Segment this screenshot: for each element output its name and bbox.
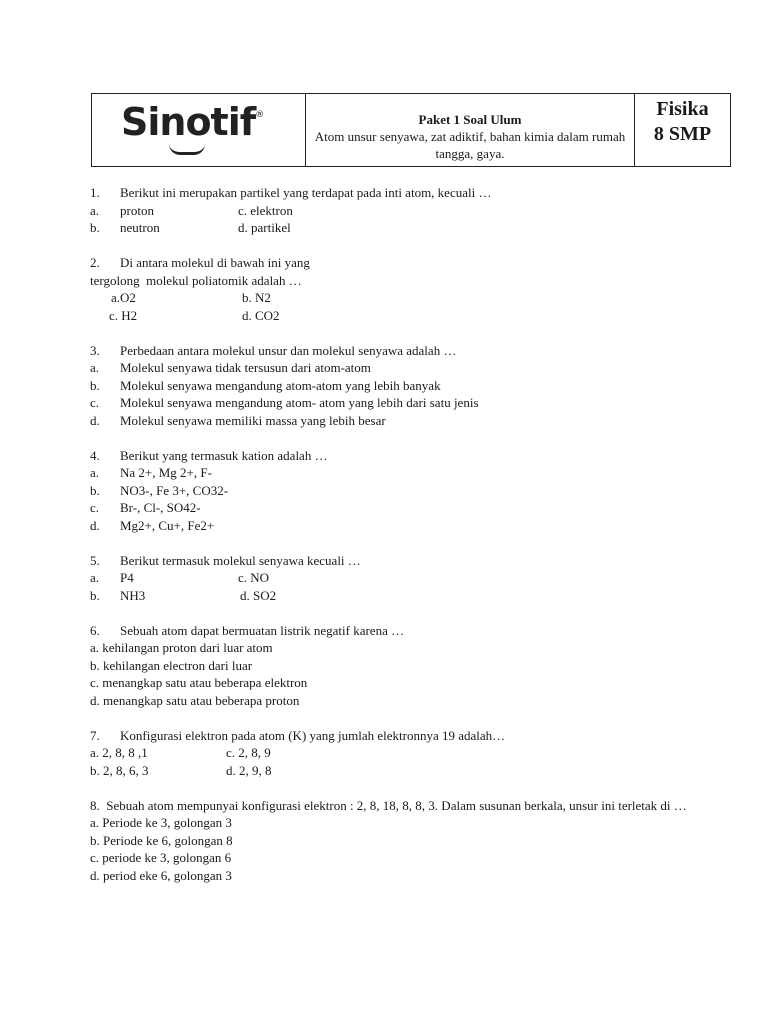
- option-row: c. menangkap satu atau beberapa elektron: [90, 675, 308, 690]
- option-row: b. 2, 8, 6, 3 d. 2, 9, 8: [90, 762, 272, 778]
- option-row: a. P4 c. NO: [90, 570, 270, 585]
- option-row: b. NH3 d. SO2: [90, 587, 277, 603]
- logo-swoosh-icon: [169, 144, 205, 155]
- option-row: d. Molekul senyawa memiliki massa yang lebih besar: [90, 412, 386, 428]
- question-text-continued: tergolong molekul poliatomik adalah …: [90, 272, 302, 288]
- title-cell: [306, 94, 635, 166]
- subject-cell: [635, 94, 730, 166]
- question-3: [90, 342, 730, 430]
- question-2: [90, 254, 730, 324]
- question-text: 6. Sebuah atom dapat bermuatan listrik negatif karena …: [90, 622, 405, 638]
- option-row: d. period eke 6, golongan 3: [90, 867, 232, 883]
- question-text: 8. Sebuah atom mempunyai konfigurasi elektron : 2, 8, 18, 8, 8, 3. Dalam susunan berkala, unsur ini terletak di …: [90, 797, 687, 813]
- option-row: d. menangkap satu atau beberapa proton: [90, 692, 300, 708]
- question-5: [90, 552, 730, 605]
- option-row: b. kehilangan electron dari luar: [90, 657, 253, 673]
- option-row: d. Mg2+, Cu+, Fe2+: [90, 517, 215, 533]
- question-text: 1. Berikut ini merupakan partikel yang terdapat pada inti atom, kecuali …: [90, 185, 492, 200]
- option-row: b. NO3-, Fe 3+, CO32-: [90, 482, 229, 498]
- option-row: c. Molekul senyawa mengandung atom- atom yang lebih dari satu jenis: [90, 395, 479, 410]
- paper-title: Paket 1 Soal Ulum: [418, 112, 522, 127]
- option-row: b. neutron d. partikel: [90, 220, 291, 235]
- paper-subtitle: Atom unsur senyawa, zat adiktif, bahan kimia dalam rumah tangga, gaya.: [314, 129, 626, 161]
- question-1: [90, 184, 730, 237]
- question-text: 4. Berikut yang termasuk kation adalah …: [90, 447, 328, 463]
- question-text: 5. Berikut termasuk molekul senyawa kecuali …: [90, 552, 361, 568]
- option-row: a. Na 2+, Mg 2+, F-: [90, 465, 212, 480]
- subject-label: Fisika: [656, 98, 709, 120]
- option-row: a. kehilangan proton dari luar atom: [90, 640, 273, 655]
- option-row: b. Periode ke 6, golongan 8: [90, 832, 233, 848]
- option-row: c. H2 d. CO2: [109, 307, 280, 323]
- sinotif-logo: Sinotif®: [121, 100, 264, 144]
- question-list: [90, 184, 730, 902]
- option-row: a.O2 b. N2: [111, 290, 271, 305]
- option-row: c. Br-, Cl-, SO42-: [90, 500, 201, 515]
- grade-label: 8 SMP: [653, 123, 712, 145]
- option-row: b. Molekul senyawa mengandung atom-atom yang lebih banyak: [90, 377, 441, 393]
- question-text: 3. Perbedaan antara molekul unsur dan molekul senyawa adalah …: [90, 342, 457, 358]
- question-7: [90, 727, 730, 780]
- question-6: [90, 622, 730, 710]
- question-4: [90, 447, 730, 535]
- option-row: a. Periode ke 3, golongan 3: [90, 815, 232, 830]
- question-text: 2. Di antara molekul di bawah ini yang: [90, 255, 310, 270]
- option-row: a. 2, 8, 8 ,1 c. 2, 8, 9: [90, 745, 271, 760]
- option-row: c. periode ke 3, golongan 6: [90, 850, 232, 865]
- header-table: [91, 93, 731, 167]
- question-text: 7. Konfigurasi elektron pada atom (K) yang jumlah elektronnya 19 adalah…: [90, 727, 506, 743]
- logo-cell: [92, 94, 306, 166]
- question-8: [90, 797, 730, 885]
- option-row: a. proton c. elektron: [90, 202, 293, 218]
- option-row: a. Molekul senyawa tidak tersusun dari atom-atom: [90, 360, 371, 375]
